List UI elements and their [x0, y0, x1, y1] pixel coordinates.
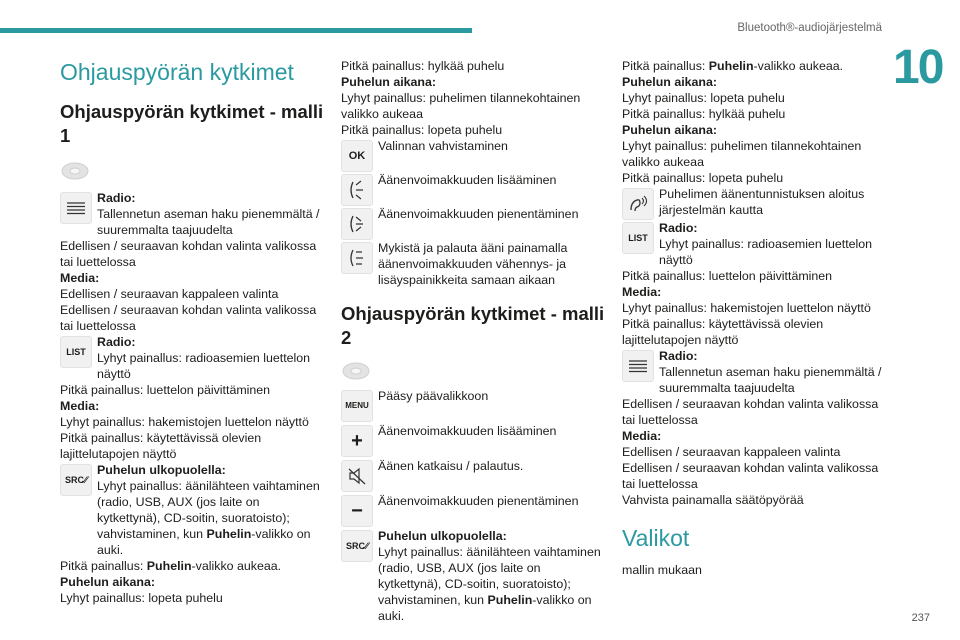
list-media-short: Lyhyt painallus: hakemistojen luettelon näyttö [60, 415, 309, 429]
media-line-1: Edellisen / seuraavan kappaleen valinta [60, 287, 279, 301]
src2-suffix: -valikko on auki. [378, 593, 592, 623]
mute2-text: Äänen katkaisu / palautus. [378, 459, 524, 473]
src-long-press [60, 558, 324, 574]
src-icon: SRC ⁄⁄ [60, 464, 92, 496]
ok-text: Valinnan vahvistaminen [378, 139, 508, 153]
radio-entry [622, 348, 888, 396]
ok-icon: OK [341, 140, 373, 172]
src-icon-label: SRC [345, 541, 365, 551]
list-media-long: Pitkä painallus: käytettävissä olevien lajittelutapojen näyttö [622, 317, 824, 347]
plus-entry [341, 423, 605, 457]
src2-bold: Puhelin [487, 593, 533, 607]
src-icon-label: SRC [64, 475, 84, 485]
voice-text: Puhelimen äänentunnistuksen aloitus järjestelmän kautta [659, 187, 865, 217]
long-press-reject: Pitkä painallus: hylkää puhelu [341, 59, 505, 73]
minus-entry [341, 493, 605, 527]
src-icon: SRC ⁄⁄ [341, 530, 373, 562]
list-entry [622, 220, 888, 268]
menu-entry [341, 388, 605, 422]
list-icon: LIST [622, 222, 654, 254]
call-label-1: Puhelun aikana: [622, 75, 718, 89]
call-short: Lyhyt painallus: lopeta puhelu [60, 591, 223, 605]
volume-up-entry [341, 172, 605, 206]
steering-wheel-icon [341, 360, 371, 382]
list-icon: LIST [60, 336, 92, 368]
short-press-menu: Lyhyt painallus: puhelimen tilannekohtainen valikko aukeaa [341, 91, 581, 121]
radio-label: Radio: [659, 349, 698, 363]
src-entry [60, 462, 324, 558]
l1-prefix: Pitkä painallus: [622, 59, 709, 73]
src-long-suffix: -valikko aukeaa. [191, 559, 282, 573]
mute-text: Mykistä ja palauta ääni painamalla äänenvoimakkuuden vähennys- ja lisäyspainikkeita samaan aikaan [378, 241, 568, 287]
ok-entry [341, 138, 605, 172]
l1-bold: Puhelin [708, 59, 754, 73]
plus-text: Äänenvoimakkuuden lisääminen [378, 424, 557, 438]
l1-suffix: -valikko aukeaa. [753, 59, 844, 73]
short-press-end: Lyhyt painallus: lopeta puhelu [622, 91, 785, 105]
src2-entry [341, 528, 605, 624]
radio-text: Tallennetun aseman haku pienemmältä / suuremmalta taajuudelta [659, 365, 882, 395]
list-long-press: Pitkä painallus: luettelon päivittäminen [60, 383, 271, 397]
minus-icon: − [341, 495, 373, 527]
call-label-2: Puhelun aikana: [622, 123, 718, 137]
list-entry [60, 334, 324, 382]
src-text: Lyhyt painallus: äänilähteen vaihtaminen (radio, USB, AUX (jos laite on kytkettynä), CD-soitin, suoratoisto); vahvistaminen, kun [97, 479, 320, 541]
menu-icon: MENU [341, 390, 373, 422]
header-accent-bar [0, 28, 472, 33]
thumbwheel-icon [60, 192, 92, 224]
minus-text: Äänenvoimakkuuden pienentäminen [378, 494, 579, 508]
list-media-short: Lyhyt painallus: hakemistojen luettelon näyttö [622, 301, 871, 315]
volume-up-thumbwheel-icon [341, 174, 373, 206]
radio-line-2: Edellisen / seuraavan kohdan valinta valikossa tai luettelossa [622, 397, 879, 427]
src2-text: Lyhyt painallus: äänilähteen vaihtaminen (radio, USB, AUX (jos laite on kytkettynä), CD-soitin, suoratoisto); vahvistaminen, kun [378, 545, 601, 607]
long-press-phone-menu [622, 58, 888, 74]
src-suffix: -valikko on auki. [97, 527, 311, 557]
radio-entry [60, 190, 324, 238]
mute-thumbwheel-icon [341, 242, 373, 274]
list-radio-label: Radio: [97, 335, 136, 349]
src-long-bold: Puhelin [146, 559, 192, 573]
list-radio-text: Lyhyt painallus: radioasemien luettelon näyttö [97, 351, 311, 381]
thumbwheel-icon [622, 350, 654, 382]
radio-label: Radio: [97, 191, 136, 205]
media-line-2: Edellisen / seuraavan kohdan valinta valikossa tai luettelossa [60, 303, 317, 333]
list-media-long: Pitkä painallus: käytettävissä olevien lajittelutapojen näyttö [60, 431, 262, 461]
volume-down-text: Äänenvoimakkuuden pienentäminen [378, 207, 579, 221]
media-line-1: Edellisen / seuraavan kappaleen valinta [622, 445, 841, 459]
media-label: Media: [622, 429, 662, 443]
wheel-confirm-text: Vahvista painamalla säätöpyörää [622, 493, 804, 507]
list-long-press: Pitkä painallus: luettelon päivittäminen [622, 269, 833, 283]
volume-down-thumbwheel-icon [341, 208, 373, 240]
volume-up-text: Äänenvoimakkuuden lisääminen [378, 173, 557, 187]
menu-text: Pääsy päävalikkoon [378, 389, 489, 403]
volume-down-entry [341, 206, 605, 240]
heading-steering-controls: Ohjauspyörän kytkimet [60, 59, 294, 85]
call-label: Puhelun aikana: [60, 575, 156, 589]
voice-command-icon [622, 188, 654, 220]
plus-icon: + [341, 425, 373, 457]
column-3 [622, 58, 888, 578]
radio-line-2: Edellisen / seuraavan kohdan valinta valikossa tai luettelossa [60, 239, 317, 269]
src2-label: Puhelun ulkopuolella: [378, 529, 507, 543]
subheading-model-1: Ohjauspyörän kytkimet - malli 1 [60, 101, 324, 146]
subheading-model-2: Ohjauspyörän kytkimet - malli 2 [341, 303, 605, 348]
speaker-mute-icon [341, 460, 373, 492]
src-label: Puhelun ulkopuolella: [97, 463, 226, 477]
column-1 [60, 58, 324, 606]
list-radio-label: Radio: [659, 221, 698, 235]
src-bold: Puhelin [206, 527, 252, 541]
section-title: Bluetooth®-audiojärjestelmä [737, 22, 882, 34]
voice-entry [622, 186, 888, 220]
menus-text: mallin mukaan [622, 563, 702, 577]
list-radio-text: Lyhyt painallus: radioasemien luettelon näyttö [659, 237, 873, 267]
long-press-end: Pitkä painallus: lopeta puhelu [341, 123, 503, 137]
short-press-menu: Lyhyt painallus: puhelimen tilannekohtainen valikko aukeaa [622, 139, 862, 169]
chapter-number: 10 [893, 41, 943, 94]
long-press-reject: Pitkä painallus: hylkää puhelu [622, 107, 786, 121]
steering-wheel-icon [60, 160, 90, 182]
heading-menus: Valikot [622, 525, 690, 551]
long-press-end: Pitkä painallus: lopeta puhelu [622, 171, 784, 185]
radio-text: Tallennetun aseman haku pienemmältä / suuremmalta taajuudelta [97, 207, 320, 237]
list-media-label: Media: [622, 285, 662, 299]
media-line-2: Edellisen / seuraavan kohdan valinta valikossa tai luettelossa [622, 461, 879, 491]
media-label: Media: [60, 271, 100, 285]
src-long-prefix: Pitkä painallus: [60, 559, 147, 573]
call-label: Puhelun aikana: [341, 75, 437, 89]
mute2-entry [341, 458, 605, 492]
mute-entry [341, 240, 605, 288]
column-2 [341, 58, 605, 624]
list-media-label: Media: [60, 399, 100, 413]
page-number: 237 [911, 612, 930, 624]
